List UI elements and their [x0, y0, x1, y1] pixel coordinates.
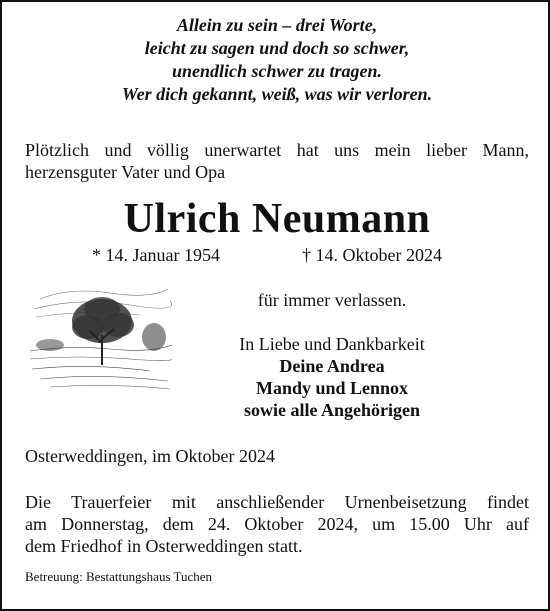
place-date: Osterweddingen, im Oktober 2024 — [25, 446, 275, 466]
funeral-line: dem Friedhof in Osterweddingen statt. — [25, 536, 303, 556]
birth-date: * 14. Januar 1954 — [92, 245, 220, 265]
poem-line: Wer dich gekannt, weiß, was wir verloren. — [121, 84, 433, 104]
intro-text — [25, 139, 529, 183]
farewell-text: für immer verlassen. — [257, 290, 407, 310]
mourner-name: Deine Andrea — [279, 356, 385, 376]
funeral-home-credit: Betreuung: Bestattungshaus Tuchen — [25, 569, 213, 584]
poem-line: leicht zu sagen und doch so schwer, — [144, 38, 410, 58]
funeral-info — [25, 491, 529, 557]
mourners-intro: In Liebe und Dankbarkeit — [239, 334, 425, 354]
mourners — [147, 333, 517, 421]
mourner-name: sowie alle Angehörigen — [244, 400, 420, 420]
intro-line: herzensguter Vater und Opa — [25, 162, 226, 182]
death-date: † 14. Oktober 2024 — [302, 245, 442, 265]
deceased-name: Ulrich Neumann — [123, 196, 431, 242]
poem-line: Allein zu sein – drei Worte, — [176, 15, 378, 35]
mourner-name: Mandy und Lennox — [255, 378, 409, 398]
poem-line: unendlich schwer zu tragen. — [171, 61, 383, 81]
intro-line: Plötzlich und völlig unerwartet hat uns mein lieber Mann, — [25, 140, 529, 160]
poem — [2, 14, 550, 106]
funeral-line: Die Trauerfeier mit anschließender Urnenbeisetzung findet — [25, 492, 529, 512]
funeral-line: am Donnerstag, dem 24. Oktober 2024, um 15.00 Uhr auf — [25, 514, 529, 534]
